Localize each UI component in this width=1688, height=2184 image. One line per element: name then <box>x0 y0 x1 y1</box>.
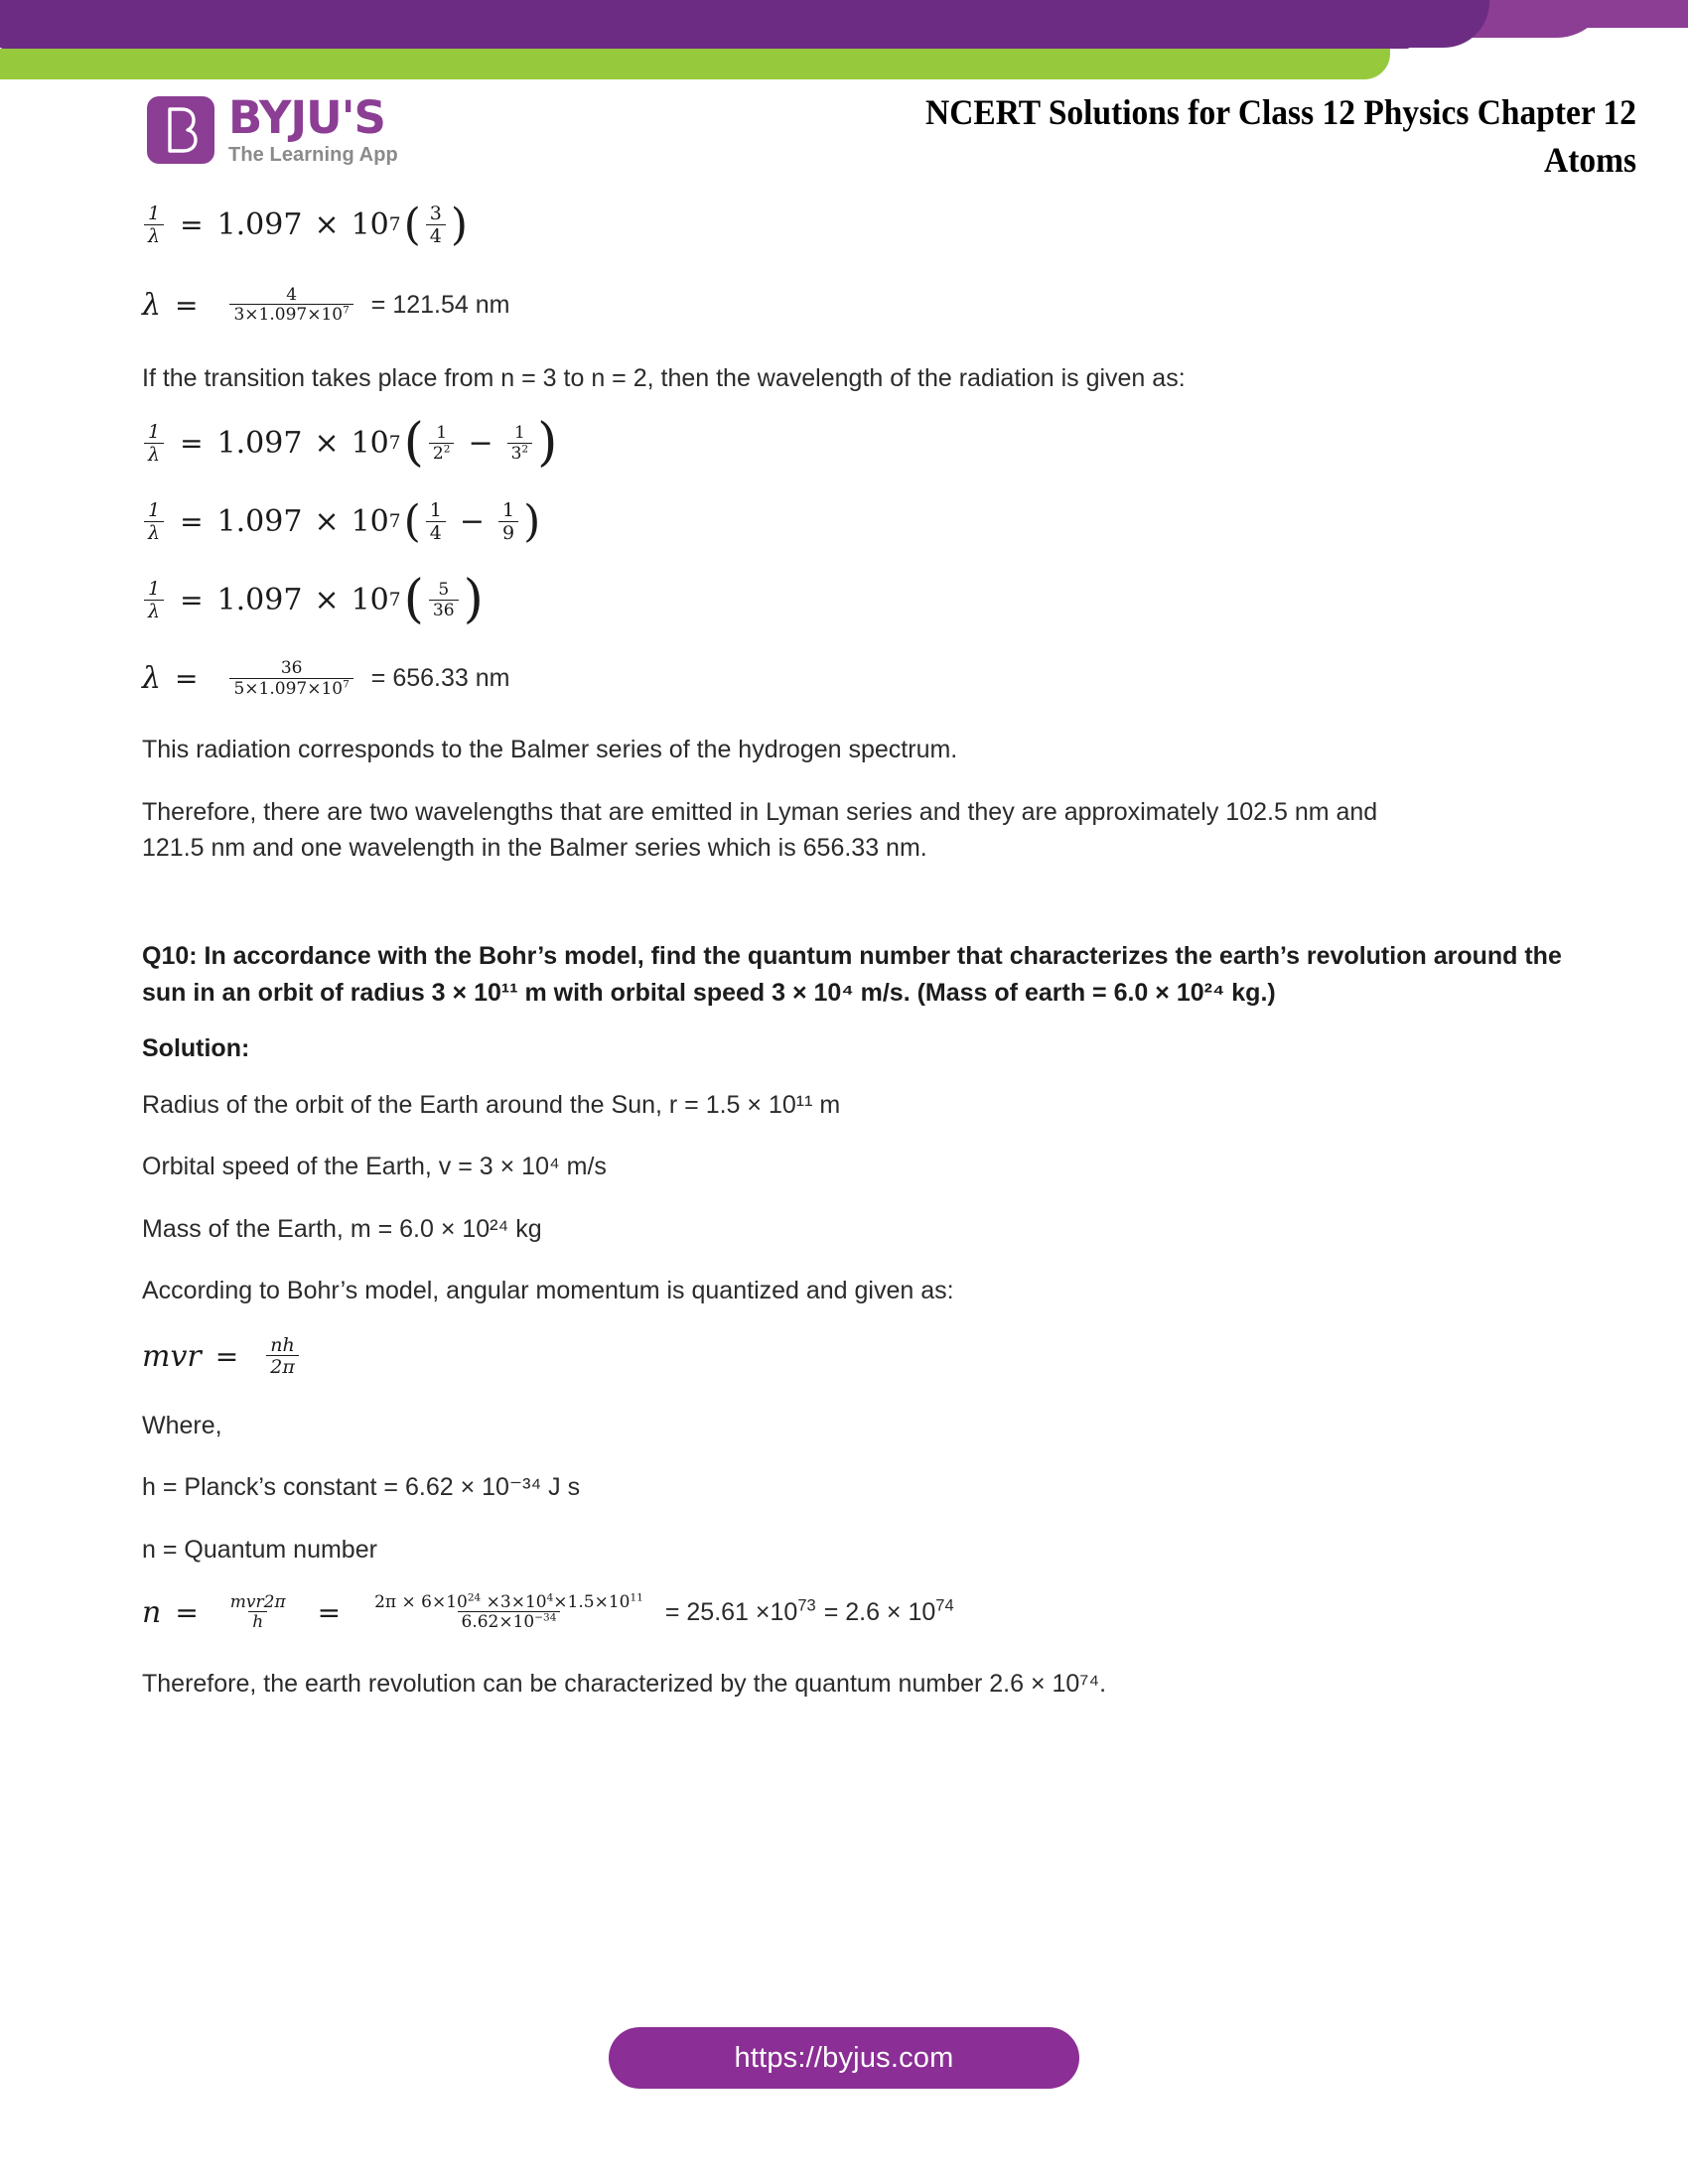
lambda-symbol: λ <box>142 287 162 323</box>
times-sign: × <box>314 583 340 618</box>
coefficient: 1.097 <box>216 426 303 462</box>
byjus-url-label: https://byjus.com <box>734 2041 954 2074</box>
close-paren: ) <box>537 413 558 474</box>
page-header <box>0 79 1688 199</box>
equation-lambda-656 <box>142 659 1612 698</box>
times-sign: × <box>314 207 340 243</box>
document-content <box>142 199 1612 1727</box>
equals-sign: = <box>180 427 204 461</box>
equation-lambda-inverse-3: $\frac{1}{\lambda}$ = 1.097 × 10 7 ( $\frac{1}{4}$ − $\frac{1}{9}$ ) <box>142 500 1612 543</box>
close-paren: ) <box>523 495 541 547</box>
open-paren: ( <box>403 199 421 250</box>
byjus-b-mark-icon <box>147 96 214 164</box>
minus-sign: − <box>468 426 493 462</box>
n-symbol: n <box>142 1594 162 1630</box>
fraction-4-over-denominator: $\frac{4}{3\times 1.097\times 10^7}$ <box>229 286 352 325</box>
banner-green-bar <box>0 49 1390 79</box>
given-radius-text: Radius of the orbit of the Earth around the Sun, r = 1.5 × 10¹¹ m <box>142 1090 841 1119</box>
fraction-one-over-three-squared: $\frac{1}{3^2}$ <box>507 424 533 463</box>
solution-label: Solution: <box>142 1033 250 1062</box>
equation-lambda-inverse-1: $\frac{1}{\lambda}$ = 1.097 × 10 7 ( $\frac{3}{4}$ ) <box>142 204 1612 246</box>
banner-purple-bar <box>0 0 1489 48</box>
page-title-line-1: NCERT Solutions for Class 12 Physics Chapter 12 <box>925 92 1636 132</box>
equals-sign: = <box>175 662 199 696</box>
equation-lambda-121 <box>142 286 1612 325</box>
equals-sign: = <box>180 505 204 539</box>
quantum-number-definition: n = Quantum number <box>142 1535 377 1564</box>
coefficient: 1.097 <box>216 207 303 243</box>
close-paren: ) <box>463 570 484 630</box>
equation-lambda-inverse-4: $\frac{1}{\lambda}$ = 1.097 × 10 7 ( $\frac{5}{36}$ ) <box>142 579 1612 621</box>
denominator: $6.62\times 10^{-34}$ <box>458 1611 561 1631</box>
fraction-one-over-lambda: $\frac{1}{\lambda}$ <box>144 579 164 621</box>
lyman-summary-text: Therefore, there are two wavelengths that are emitted in Lyman series and they are approximately 102.5 nm and 121.5 nm and one wavelength in the Balmer series which is 656.33 nm. <box>142 797 1378 863</box>
fraction-nh-over-2pi: $\frac{nh}{2\pi}$ <box>266 1335 299 1378</box>
planck-constant-text: h = Planck’s constant = 6.62 × 10⁻³⁴ J s <box>142 1473 581 1502</box>
lambda-symbol: λ <box>142 661 162 697</box>
denominator: $5\times 1.097\times 10^7$ <box>229 678 352 698</box>
equals-sign-1: = <box>175 1595 199 1629</box>
denominator: $3\times 1.097\times 10^7$ <box>229 304 352 324</box>
close-paren: ) <box>450 199 469 250</box>
coefficient: 1.097 <box>216 583 303 618</box>
fraction-five-over-thirtysix: $\frac{5}{36}$ <box>429 581 459 619</box>
equation-quantum-number-calc <box>142 1593 1612 1632</box>
fraction-one-over-lambda: $\frac{1}{\lambda}$ <box>144 422 164 465</box>
given-speed-text: Orbital speed of the Earth, v = 3 × 10⁴ m/s <box>142 1153 607 1181</box>
logo-tagline: The Learning App <box>228 144 398 167</box>
minus-sign: − <box>459 504 486 540</box>
final-result: = $2.6 \times 10^{74}$ <box>823 1596 954 1626</box>
fraction-mvr2pi-over-h: $\frac{\text{mvr2π}}{h}$ <box>229 1592 286 1633</box>
fraction-substituted-values <box>370 1593 647 1632</box>
coefficient: 1.097 <box>216 504 303 540</box>
conclusion-text: Therefore, the earth revolution can be characterized by the quantum number 2.6 × 10⁷⁴. <box>142 1669 1107 1698</box>
decorative-top-banner <box>0 0 1688 79</box>
fraction-one-fourth: $\frac{1}{4}$ <box>426 500 446 543</box>
equation-angular-momentum <box>142 1335 1612 1378</box>
given-mass-text: Mass of the Earth, m = 6.0 × 10²⁴ kg <box>142 1214 542 1243</box>
power-base: 10 <box>351 504 389 540</box>
question-q10: Q10: In accordance with the Bohr’s model, find the quantum number that characterizes the earth’s revolution around the sun in an orbit of radius 3 × 10¹¹ m with orbital speed 3 × 10⁴ m/s. (Mass of earth = 6.0 × 10²⁴ kg.) <box>142 941 1562 1008</box>
numerator: $2\pi \times 6\times 10^{24} \times 3\times 10^4\times 1.5\times 10^{11}$ <box>374 1591 643 1613</box>
fraction-one-over-lambda: $\frac{1}{\lambda}$ <box>144 204 164 246</box>
power-base: 10 <box>351 207 389 243</box>
page-title <box>713 89 1636 184</box>
section-spacer <box>142 892 1612 938</box>
equals-sign: = <box>180 584 204 617</box>
page-title-line-2: Atoms <box>1544 139 1636 180</box>
mvr-symbol: mvr <box>142 1338 202 1374</box>
equals-sign-2: = <box>317 1595 342 1629</box>
open-paren: ( <box>403 570 424 630</box>
power-base: 10 <box>351 583 389 618</box>
fraction-one-over-lambda: $\frac{1}{\lambda}$ <box>144 500 164 543</box>
times-sign: × <box>314 504 340 540</box>
power-base: 10 <box>351 426 389 462</box>
byjus-url-button[interactable] <box>609 2027 1079 2089</box>
transition-note-text: If the transition takes place from n = 3 to n = 2, then the wavelength of the radiation is given as: <box>142 363 1186 392</box>
open-paren: ( <box>403 495 421 547</box>
where-label: Where, <box>142 1411 222 1439</box>
equals-sign: = <box>175 288 199 322</box>
fraction-36-over-denominator: $\frac{36}{5\times 1.097\times 10^7}$ <box>229 659 352 698</box>
equals-sign: = <box>180 208 204 242</box>
byjus-logo <box>147 91 398 167</box>
bohr-model-note: According to Bohr’s model, angular momentum is quantized and given as: <box>142 1277 954 1305</box>
balmer-series-note: This radiation corresponds to the Balmer series of the hydrogen spectrum. <box>142 736 958 764</box>
fraction-three-fourths: $\frac{3}{4}$ <box>426 204 446 246</box>
intermediate-result: = $25.61 \times 10^{73}$ <box>664 1596 816 1626</box>
result-value: = 656.33 nm <box>370 664 510 693</box>
times-sign: × <box>314 426 340 462</box>
fraction-one-over-two-squared: $\frac{1}{2^2}$ <box>429 424 455 463</box>
open-paren: ( <box>403 413 424 474</box>
logo-wordmark: BYJU'S <box>228 91 385 144</box>
fraction-one-ninth: $\frac{1}{9}$ <box>498 500 518 543</box>
equals-sign: = <box>214 1339 239 1373</box>
result-value: = 121.54 nm <box>370 290 510 319</box>
equation-lambda-inverse-2: $\frac{1}{\lambda}$ = 1.097 × 10 7 ( $\frac{1}{2^2}$ − $\frac{1}{3^2}$ ) <box>142 422 1612 465</box>
